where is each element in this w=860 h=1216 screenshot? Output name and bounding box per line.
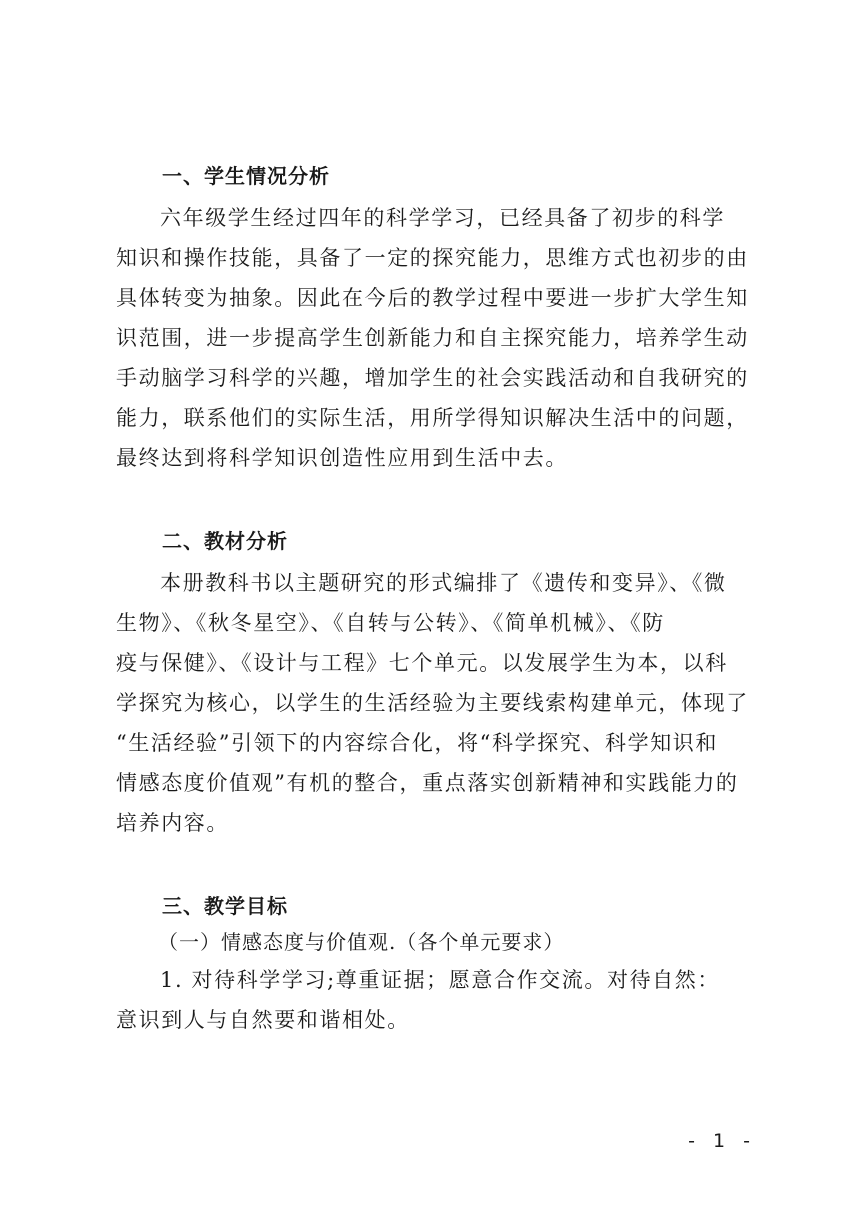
section-heading-2: 二、教材分析: [162, 529, 288, 553]
paragraph-line: 培养内容。: [116, 811, 229, 835]
paragraph-line: 知识和操作技能，具备了一定的探究能力，思维方式也初步的由: [116, 246, 749, 270]
section-paragraph-1: [116, 198, 756, 478]
paragraph-line: 学探究为核心，以学生的生活经验为主要线索构建单元，体现了: [116, 691, 749, 715]
section-heading-3: 三、教学目标: [162, 894, 288, 918]
section-paragraph-3: [116, 960, 756, 1040]
section-subheading-3: （一）情感态度与价值观.（各个单元要求）: [158, 930, 565, 954]
paragraph-line: 识范围，进一步提高学生创新能力和自主探究能力，培养学生动: [116, 326, 749, 350]
paragraph-line: 意识到人与自然要和谐相处。: [116, 1008, 410, 1032]
paragraph-line: 本册教科书以主题研究的形式编排了《遗传和变异》、《微: [160, 571, 727, 595]
section-paragraph-2: [116, 563, 756, 843]
paragraph-line: 情感态度价值观”有机的整合，重点落实创新精神和实践能力的: [116, 771, 739, 795]
paragraph-line: 生物》、《秋冬星空》、《自转与公转》、《简单机械》、《防: [116, 611, 665, 635]
page-number: - 1 -: [688, 1130, 756, 1152]
section-heading-1: 一、学生情况分析: [162, 164, 330, 188]
paragraph-line: 最终达到将科学知识创造性应用到生活中去。: [116, 446, 568, 470]
paragraph-line: 手动脑学习科学的兴趣，增加学生的社会实践活动和自我研究的: [116, 366, 749, 390]
paragraph-line: 能力，联系他们的实际生活，用所学得知识解决生活中的问题，: [116, 406, 749, 430]
paragraph-line: 六年级学生经过四年的科学学习，已经具备了初步的科学: [160, 206, 725, 230]
paragraph-line: “生活经验”引领下的内容综合化，将“科学探究、科学知识和: [116, 731, 719, 755]
paragraph-line: 1. 对待科学学习;尊重证据；愿意合作交流。对待自然：: [160, 968, 720, 992]
paragraph-line: 具体转变为抽象。因此在今后的教学过程中要进一步扩大学生知: [116, 286, 749, 310]
paragraph-line: 疫与保健》、《设计与工程》七个单元。以发展学生为本，以科: [116, 651, 728, 675]
